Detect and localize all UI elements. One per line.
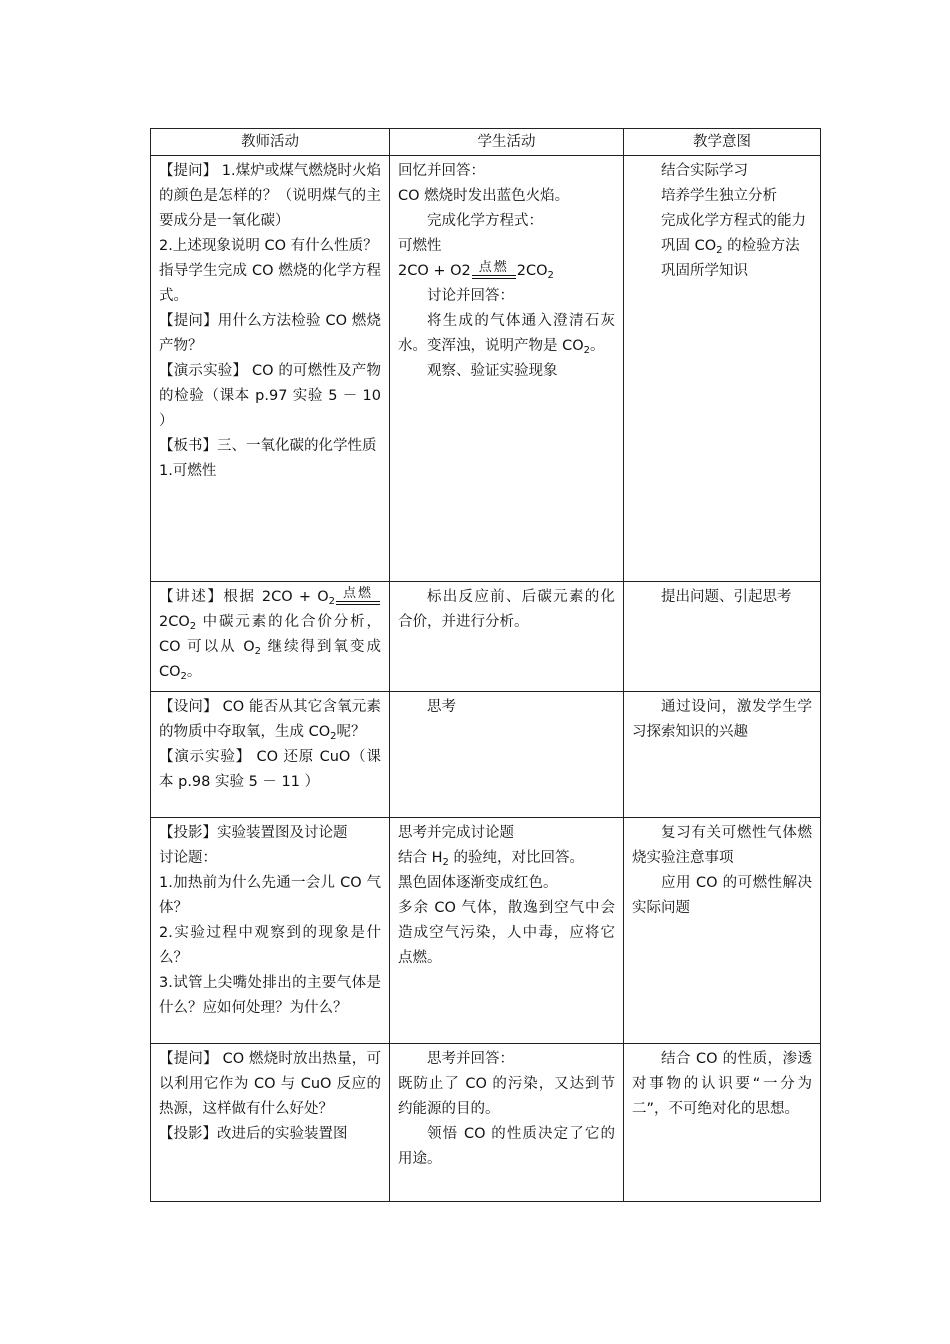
teacher-text: 中碳元素的化合价分析，CO 可以从 O [159, 614, 381, 655]
teacher-line: 【板书】三、一氧化碳的化学性质 [159, 438, 377, 454]
subscript: 2 [328, 596, 335, 607]
intent-line: 完成化学方程式的能力 [661, 213, 806, 229]
intent-text: 的检验方法 [722, 238, 800, 254]
student-cell [390, 582, 624, 692]
subscript: 2 [254, 646, 261, 657]
table-row [151, 818, 821, 1044]
intent-cell [624, 156, 821, 582]
subscript: 2 [189, 621, 197, 632]
table-header-row [151, 129, 821, 156]
subscript: 2 [583, 345, 591, 356]
intent-line [632, 234, 812, 259]
intent-line: 结合 CO 的性质，渗透对事物的认识要“一分为二”，不可绝对化的思想。 [632, 1051, 812, 1117]
intent-cell [624, 818, 821, 1044]
teacher-line: 【演示实验】 CO 的可燃性及产物的检验（课本 p.97 实验 5 － 10 ） [159, 363, 381, 429]
intent-line: 通过设问，激发学生学习探索知识的兴趣 [632, 699, 812, 740]
teacher-line: 【提问】 1.煤炉或煤气燃烧时火焰的颜色是怎样的？（说明煤气的主要成分是一氧化碳） [159, 163, 381, 229]
header-teacher: 教师活动 [151, 129, 390, 156]
teacher-line: 指导学生完成 CO 燃烧的化学方程式。 [159, 263, 381, 304]
reaction-condition: 点燃 [478, 260, 509, 275]
student-line: 完成化学方程式： [427, 213, 543, 229]
teacher-text: 继续得到氧变成 CO [159, 639, 382, 680]
teacher-line: 【投影】改进后的实验装置图 [159, 1126, 348, 1142]
reaction-arrow [336, 587, 380, 610]
intent-line: 巩固所学知识 [661, 263, 748, 279]
header-intent: 教学意图 [624, 129, 821, 156]
teacher-line: 1.可燃性 [159, 463, 217, 479]
student-cell [390, 818, 624, 1044]
teacher-text: 呢？ [336, 724, 366, 740]
teacher-text: 2CO [159, 614, 190, 630]
intent-text: 巩固 CO [661, 238, 717, 254]
teacher-line: 【投影】实验装置图及讨论题 [159, 825, 348, 841]
student-line: 回忆并回答： [398, 163, 485, 179]
subscript: 2 [180, 671, 187, 682]
reaction-arrow [472, 261, 516, 284]
table-row [151, 1044, 821, 1202]
student-line: 多余 CO 气体，散逸到空气中会造成空气污染，人中毒，应将它点燃。 [398, 900, 615, 966]
intent-cell [624, 582, 821, 692]
student-cell [390, 692, 624, 818]
student-line: 思考 [427, 699, 456, 715]
student-cell [390, 156, 624, 582]
student-line: 领悟 CO 的性质决定了它的用途。 [398, 1126, 615, 1167]
subscript: 2 [716, 245, 723, 256]
table-row [151, 692, 821, 818]
intent-line: 结合实际学习 [661, 163, 748, 179]
teacher-cell [151, 582, 390, 692]
student-line: 讨论并回答： [427, 288, 514, 304]
student-cell [390, 1044, 624, 1202]
teacher-cell [151, 818, 390, 1044]
teacher-text: 。 [186, 664, 202, 680]
subscript: 2 [442, 857, 449, 868]
student-text: 的验纯，对比回答。 [448, 850, 584, 866]
intent-line: 应用 CO 的可燃性解决实际问题 [632, 875, 812, 916]
student-line: 标出反应前、后碳元素的化合价，并进行分析。 [398, 589, 615, 630]
reaction-condition: 点燃 [342, 586, 373, 601]
student-text: 将生成的气体通入澄清石灰水。变浑浊，说明产物是 CO [398, 313, 615, 354]
teacher-text: 【讲述】根据 2CO + O [159, 589, 329, 605]
student-text: 结合 H [398, 850, 443, 866]
student-line: 既防止了 CO 的污染，又达到节约能源的目的。 [398, 1076, 615, 1117]
teacher-line [159, 585, 381, 685]
equation-left: 2CO + O2 [398, 263, 471, 279]
student-text: 。 [590, 338, 605, 354]
teacher-line: 2.上述现象说明 CO 有什么性质？ [159, 238, 378, 254]
student-line [398, 846, 615, 871]
student-line: 思考并完成讨论题 [398, 825, 514, 841]
teacher-line: 讨论题： [159, 850, 217, 866]
teacher-line: 【提问】用什么方法检验 CO 燃烧产物？ [159, 313, 381, 354]
intent-line: 复习有关可燃性气体燃烧实验注意事项 [632, 825, 812, 866]
student-line: 黑色固体逐渐变成红色。 [398, 875, 558, 891]
lesson-plan-table [150, 128, 821, 1202]
teacher-line [159, 695, 381, 745]
table-row [151, 156, 821, 582]
student-line: 观察、验证实验现象 [427, 363, 558, 379]
equation-right: 2CO [516, 263, 548, 279]
intent-line: 培养学生独立分析 [661, 188, 777, 204]
teacher-text: 【设问】 CO 能否从其它含氧元素的物质中夺取氧，生成 CO [159, 699, 381, 740]
table-row [151, 582, 821, 692]
teacher-cell [151, 692, 390, 818]
equation-bar [472, 275, 516, 279]
intent-line: 提出问题、引起思考 [661, 589, 792, 605]
teacher-cell [151, 156, 390, 582]
intent-cell [624, 1044, 821, 1202]
teacher-cell [151, 1044, 390, 1202]
teacher-line: 【演示实验】 CO 还原 CuO（课本 p.98 实验 5 － 11 ） [159, 749, 381, 790]
equation-bar [336, 601, 380, 605]
student-line [398, 309, 615, 359]
student-line: 可燃性 [398, 238, 442, 254]
chemical-equation [398, 259, 615, 284]
subscript: 2 [330, 731, 337, 742]
teacher-line: 1.加热前为什么先通一会儿 CO 气体？ [159, 875, 381, 916]
teacher-line: 【提问】 CO 燃烧时放出热量，可以利用它作为 CO 与 CuO 反应的热源，这样做有什么好处？ [159, 1051, 381, 1117]
header-student: 学生活动 [390, 129, 624, 156]
subscript: 2 [547, 270, 554, 281]
student-line: 思考并回答： [427, 1051, 514, 1067]
intent-cell [624, 692, 821, 818]
teacher-line: 3.试管上尖嘴处排出的主要气体是什么？应如何处理？为什么？ [159, 975, 381, 1016]
teacher-line: 2.实验过程中观察到的现象是什么？ [159, 925, 381, 966]
student-line: CO 燃烧时发出蓝色火焰。 [398, 188, 570, 204]
